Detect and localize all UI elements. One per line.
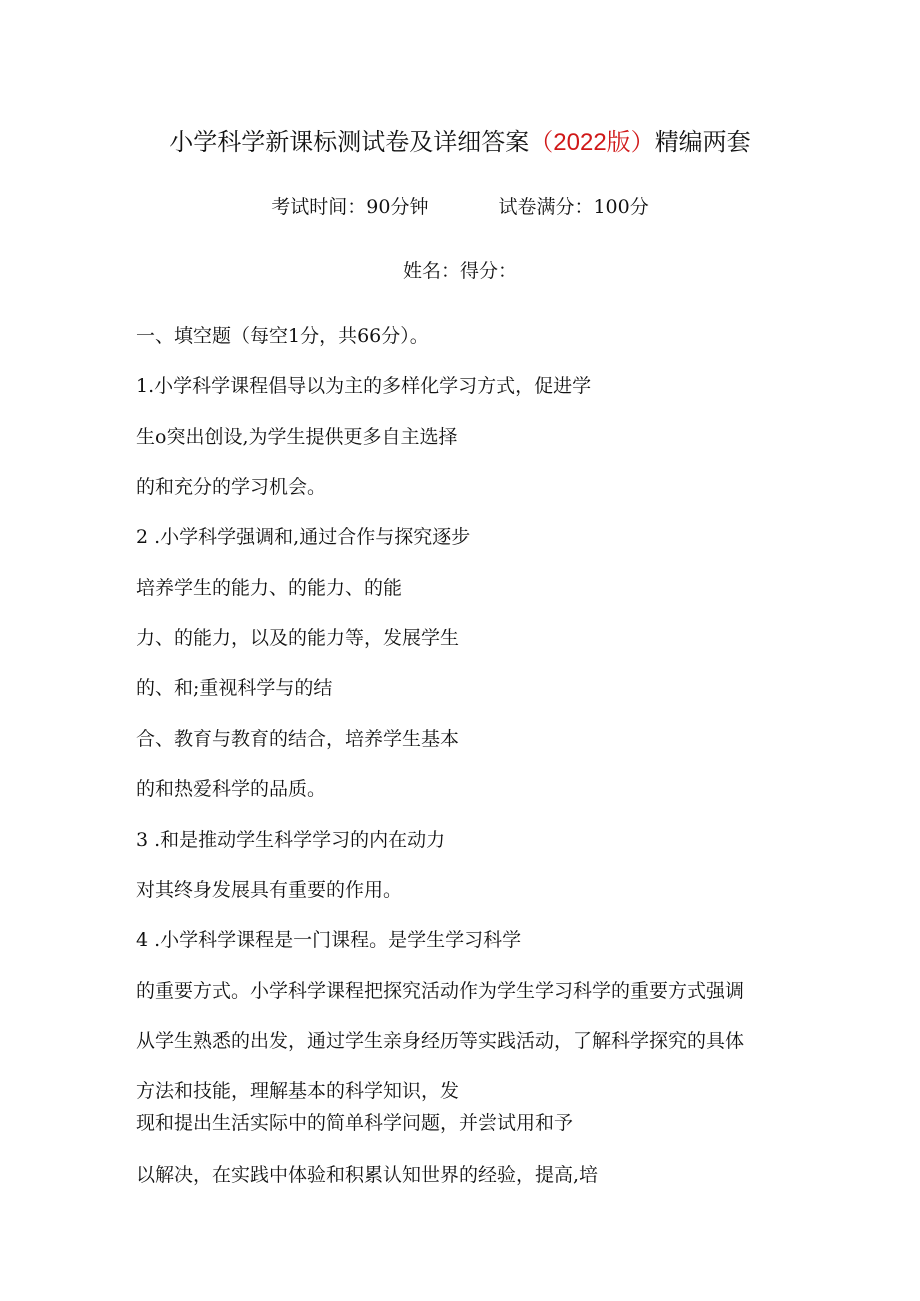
text-line: 的、和;重视科学与的结 [136, 677, 333, 699]
text-line: 合、教育与教育的结合，培养学生基本 [136, 728, 460, 750]
text-line: 2 .小学科学强调和,通过合作与探究逐步 [136, 526, 471, 548]
title-prefix: 小学科学新课标测试卷及详细答案 [169, 128, 530, 156]
text-line: 4 .小学科学课程是一门课程。是学生学习科学 [136, 929, 522, 951]
text-line: 3 .和是推动学生科学学习的内在动力 [136, 829, 446, 851]
text-line: 的和热爱科学的品质。 [136, 778, 327, 800]
name-score-line: 姓名：得分： [402, 260, 517, 282]
text-line: 1.小学科学课程倡导以为主的多样化学习方式，促进学 [136, 375, 592, 397]
text-line: 以解决，在实践中体验和积累认知世界的经验，提高,培 [136, 1164, 599, 1186]
text-line: 生o突出创设,为学生提供更多自主选择 [136, 426, 458, 448]
section-heading: 一、填空题（每空1分，共66分）。 [136, 325, 429, 347]
text-line: 现和提出生活实际中的简单科学问题，并尝试用和予 [136, 1112, 574, 1134]
document-title [0, 124, 920, 161]
text-line: 力、的能力，以及的能力等，发展学生 [136, 627, 460, 649]
text-line: 培养学生的能力、的能力、的能 [136, 577, 403, 599]
exam-meta [0, 192, 920, 222]
text-line: 方法和技能，理解基本的科学知识，发 [136, 1080, 460, 1102]
text-line: 的和充分的学习机会。 [136, 476, 327, 498]
title-suffix: 精编两套 [654, 128, 751, 156]
text-line: 对其终身发展具有重要的作用。 [136, 879, 403, 901]
text-line: 从学生熟悉的出发，通过学生亲身经历等实践活动，了解科学探究的具体 [136, 1030, 745, 1052]
text-line: 的重要方式。小学科学课程把探究活动作为学生学习科学的重要方式强调 [136, 980, 745, 1002]
full-score: 试卷满分：100分 [498, 196, 649, 218]
exam-time: 考试时间：90分钟 [271, 196, 429, 218]
title-year-highlight: （2022版） [529, 129, 655, 156]
